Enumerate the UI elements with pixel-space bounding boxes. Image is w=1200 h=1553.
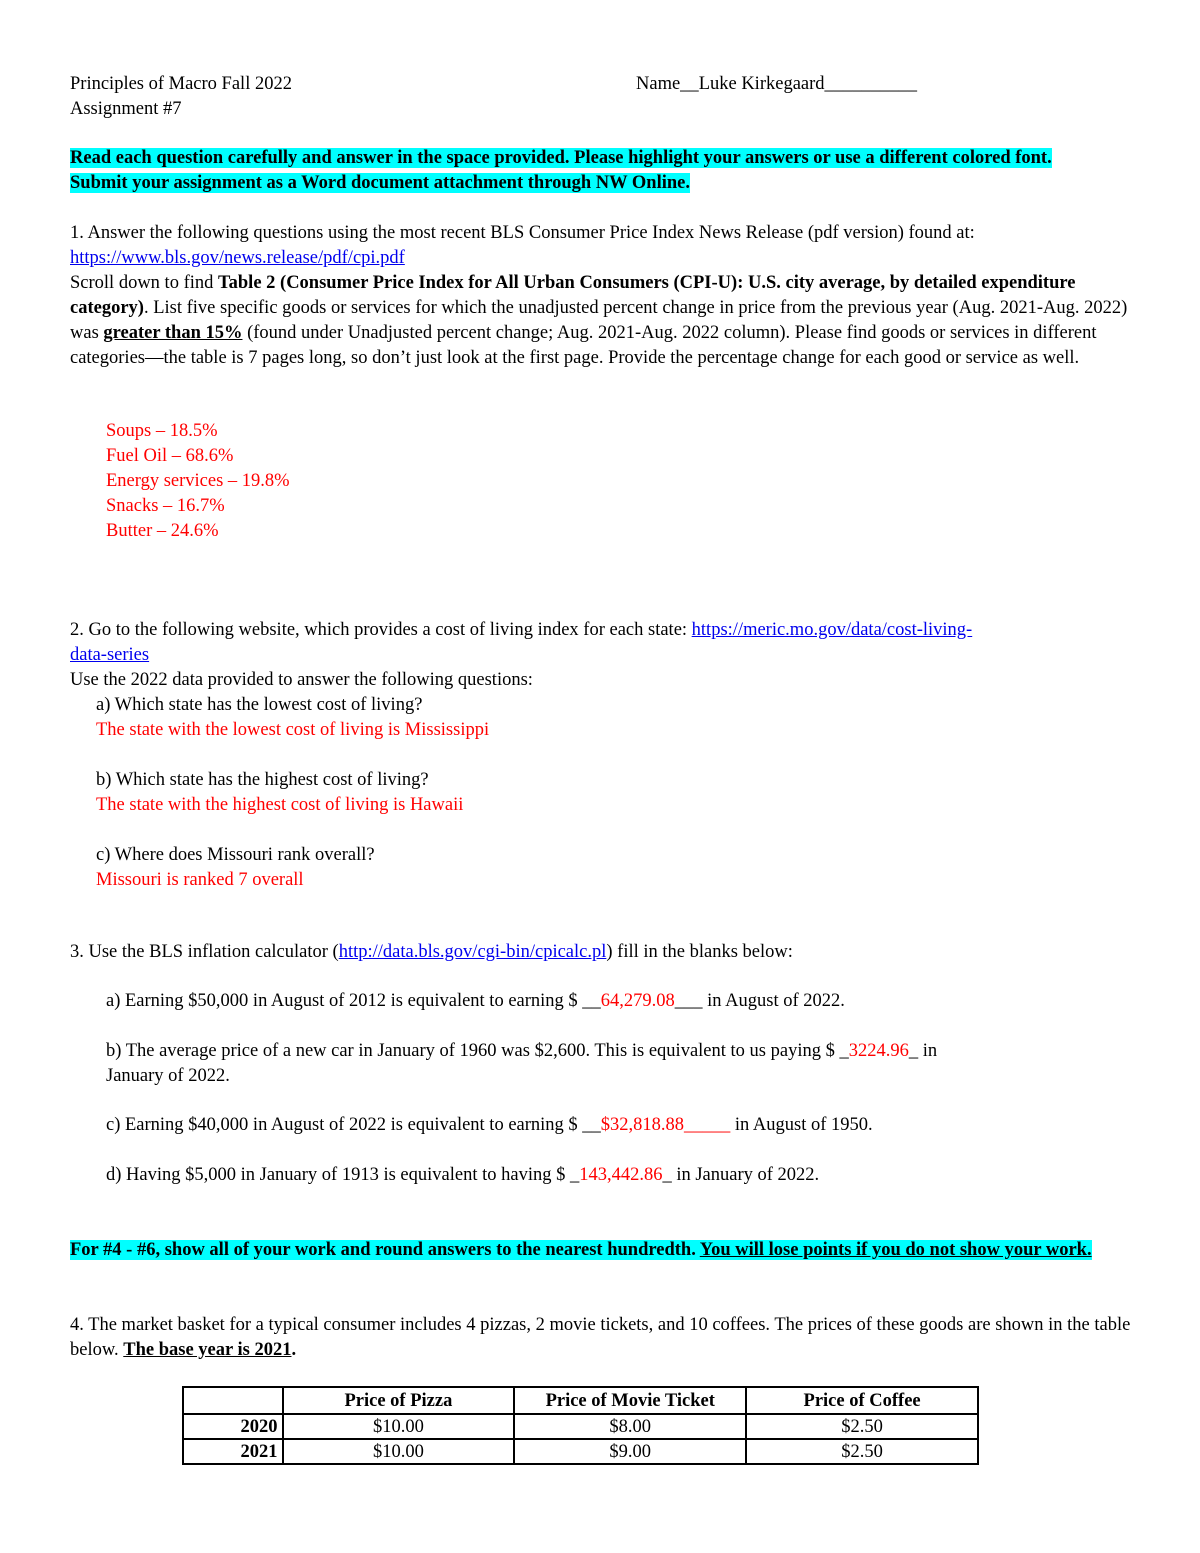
question-3 [70, 940, 1132, 965]
cpi-link[interactable]: https://www.bls.gov/news.release/pdf/cpi.pdf [70, 248, 405, 268]
q2a-answer: The state with the lowest cost of living is Mississippi [96, 720, 490, 740]
q3b-end: _ in [908, 1041, 938, 1061]
q2c-answer: Missouri is ranked 7 overall [96, 870, 304, 890]
q3-intro: 3. Use the BLS inflation calculator ( [70, 942, 339, 962]
name-label: Name__ [636, 74, 699, 94]
q3d-answer: 143,442.86 [579, 1165, 663, 1185]
table-cell: $2.50 [746, 1414, 978, 1439]
table-header-cell: Price of Pizza [283, 1387, 515, 1414]
instructions [70, 146, 1105, 196]
q3a-text: a) Earning $50,000 in August of 2012 is equivalent to earning $ __ [106, 991, 601, 1011]
q3a-end: ___ in August of 2022. [674, 991, 845, 1011]
q1-table-ref: Table 2 (Consumer Price Index for All Urban Consumers (CPI-U): U.S. city average, by detailed expenditure category) [70, 273, 1076, 318]
work-note-text: For #4 - #6, show all of your work and round answers to the nearest hundredth. [70, 1240, 700, 1260]
work-note [70, 1238, 1115, 1263]
q3c [106, 1113, 873, 1138]
question-4 [70, 1313, 1132, 1363]
q3b-answer: 3224.96 [848, 1041, 909, 1061]
q1-answer-item: Fuel Oil – 68.6% [106, 446, 234, 466]
q3b-line2: January of 2022. [106, 1066, 230, 1086]
q3-intro-end: ) fill in the blanks below: [606, 942, 793, 962]
q3a [106, 989, 845, 1014]
meric-link-cont[interactable]: data-series [70, 645, 150, 665]
name-blank: __________ [824, 74, 918, 94]
q3c-text: c) Earning $40,000 in August of 2022 is equivalent to earning $ __ [106, 1115, 601, 1135]
table-cell: $9.00 [514, 1439, 746, 1464]
table-header-cell: Price of Movie Ticket [514, 1387, 746, 1414]
table-header-cell [183, 1387, 283, 1414]
q3b [106, 1039, 1106, 1089]
course-title: Principles of Macro Fall 2022 [70, 74, 292, 94]
q3c-end: in August of 1950. [730, 1115, 873, 1135]
q1-answer-item: Soups – 18.5% [106, 421, 218, 441]
q1-answers [106, 419, 290, 544]
table-row [183, 1414, 978, 1439]
assignment-title: Assignment #7 [70, 99, 182, 119]
q4-text: 4. The market basket for a typical consumer includes 4 pizzas, 2 movie tickets, and 10 coffees. The prices of these goods are shown in the table below. [70, 1315, 1131, 1360]
q2a-question: a) Which state has the lowest cost of living? [96, 695, 423, 715]
name-line [636, 72, 917, 97]
q3a-answer: 64,279.08 [600, 991, 675, 1011]
q2-use: Use the 2022 data provided to answer the following questions: [70, 670, 533, 690]
table-header-row [183, 1387, 978, 1414]
q2b-answer: The state with the highest cost of living is Hawaii [96, 795, 464, 815]
q2c-question: c) Where does Missouri rank overall? [96, 845, 375, 865]
student-name: Luke Kirkegaard [698, 74, 825, 94]
table-cell: $10.00 [283, 1414, 515, 1439]
table-row [183, 1439, 978, 1464]
question-2 [70, 618, 1132, 893]
question-1 [70, 221, 1132, 371]
q3c-answer: $32,818.88 [600, 1115, 685, 1135]
q1-answer-item: Butter – 24.6% [106, 521, 219, 541]
q4-period: . [291, 1340, 297, 1360]
q3d-text: d) Having $5,000 in January of 1913 is equivalent to having $ _ [106, 1165, 580, 1185]
price-table [182, 1386, 979, 1465]
q1-emphasis: greater than 15% [103, 323, 243, 343]
q1-list-text: . List five specific goods or services for which the unadjusted percent change in price from the previous year (Aug. 2021-Aug. 2022) was [70, 298, 1128, 343]
q1-answer-item: Snacks – 16.7% [106, 496, 225, 516]
table-cell: $2.50 [746, 1439, 978, 1464]
q2b-question: b) Which state has the highest cost of living? [96, 770, 429, 790]
table-cell: $10.00 [283, 1439, 515, 1464]
q3c-blank: _____ [684, 1115, 731, 1135]
table-cell-year: 2020 [183, 1414, 283, 1439]
doc-header [70, 72, 292, 122]
q1-answer-item: Energy services – 19.8% [106, 471, 290, 491]
q3b-text: b) The average price of a new car in January of 1960 was $2,600. This is equivalent to us paying $ _ [106, 1041, 849, 1061]
q3d [106, 1163, 819, 1188]
table-cell-year: 2021 [183, 1439, 283, 1464]
bls-calc-link[interactable]: http://data.bls.gov/cgi-bin/cpicalc.pl [338, 942, 607, 962]
q1-scroll: Scroll down to find [70, 273, 218, 293]
meric-link[interactable]: https://meric.mo.gov/data/cost-living- [691, 620, 973, 640]
q1-rest: (found under Unadjusted percent change; Aug. 2021-Aug. 2022 column). Please find goods or services in different categories—the table is 7 pages long, so don’t just look at the first page. Provide the percentage change for each good or service as well. [70, 323, 1097, 368]
work-note-warning: You will lose points if you do not show your work. [699, 1240, 1092, 1260]
table-cell: $8.00 [514, 1414, 746, 1439]
instructions-text: Read each question carefully and answer in the space provided. Please highlight your answers or use a different colored font. Submit your assignment as a Word document attachment through NW Online. [70, 148, 1052, 193]
q4-base-year: The base year is 2021 [123, 1340, 292, 1360]
q2-intro: 2. Go to the following website, which provides a cost of living index for each state: [70, 620, 692, 640]
table-header-cell: Price of Coffee [746, 1387, 978, 1414]
q1-intro: 1. Answer the following questions using the most recent BLS Consumer Price Index News Release (pdf version) found at: [70, 223, 975, 243]
q3d-end: _ in January of 2022. [662, 1165, 820, 1185]
